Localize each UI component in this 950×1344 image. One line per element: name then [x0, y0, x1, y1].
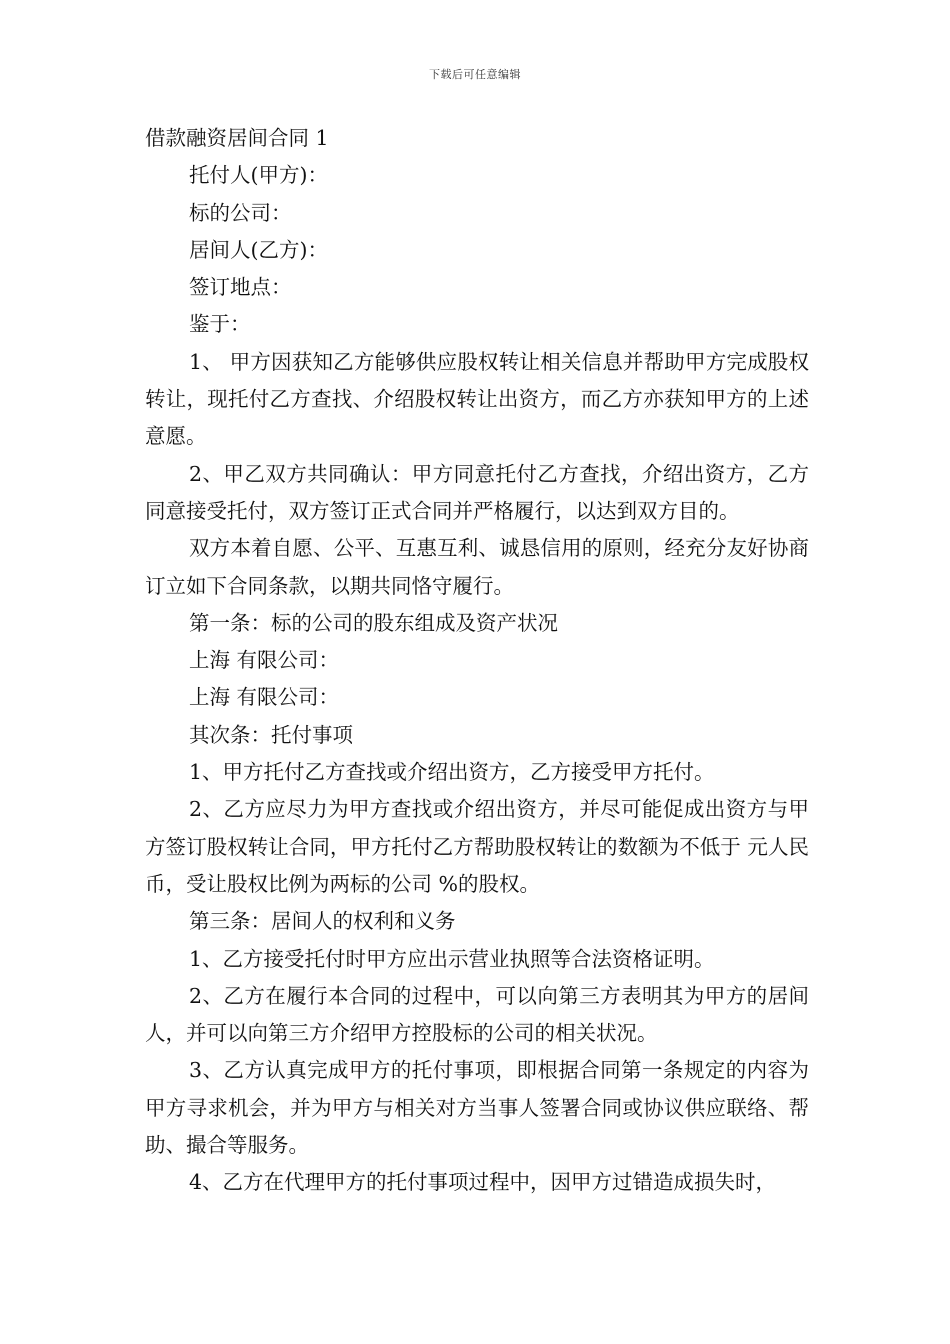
whereas-label: 鉴于： [189, 312, 251, 337]
whereas-clause-1: 1、 甲方因获知乙方能够供应股权转让相关信息并帮助甲方完成股权转让，现托付乙方查找、介绍股权转让出资方，而乙方亦获知甲方的上述意愿。 [145, 349, 809, 449]
company-line-2: 上海 有限公司： [189, 685, 340, 710]
article-2-heading: 其次条：托付事项 [189, 722, 353, 747]
article-1-heading: 第一条：标的公司的股东组成及资产状况 [189, 610, 558, 635]
article-2-item-2: 2、乙方应尽力为甲方查找或介绍出资方，并尽可能促成出资方与甲方签订股权转让合同，甲方托付乙方帮助股权转让的数额为不低于 元人民币，受让股权比例为两标的公司 %的股权。 [145, 797, 809, 896]
field-party-b: 居间人(乙方)： [189, 237, 328, 262]
article-3-item-3: 3、乙方认真完成甲方的托付事项，即根据合同第一条规定的内容为甲方寻求机会，并为甲方与相关对方当事人签署合同或协议供应联络、帮助、撮合等服务。 [145, 1058, 809, 1158]
article-2-item-1: 1、甲方托付乙方查找或介绍出资方，乙方接受甲方托付。 [189, 760, 715, 785]
header-note: 下载后可任意编辑 [429, 68, 521, 81]
field-party-a: 托付人(甲方)： [189, 163, 328, 188]
article-3-item-1: 1、乙方接受托付时甲方应出示营业执照等合法资格证明。 [189, 946, 715, 971]
document-title: 借款融资居间合同 1 [145, 126, 329, 150]
company-line-1: 上海 有限公司： [189, 648, 340, 673]
field-signing-place: 签订地点： [189, 275, 292, 300]
article-3-item-2: 2、乙方在履行本合同的过程中，可以向第三方表明其为甲方的居间人，并可以向第三方介绍甲方控股标的公司的相关状况。 [145, 983, 809, 1046]
document-body [145, 120, 809, 1202]
article-3-item-4: 4、乙方在代理甲方的托付事项过程中，因甲方过错造成损失时， [189, 1170, 777, 1195]
article-3-heading: 第三条：居间人的权利和义务 [189, 909, 456, 934]
field-target-company: 标的公司： [189, 200, 292, 225]
whereas-clause-2: 2、甲乙双方共同确认：甲方同意托付乙方查找，介绍出资方，乙方同意接受托付，双方签订正式合同并严格履行，以达到双方目的。 [145, 461, 809, 523]
principle-paragraph: 双方本着自愿、公平、互惠互利、诚恳信用的原则，经充分友好协商订立如下合同条款，以期共同恪守履行。 [145, 536, 809, 598]
